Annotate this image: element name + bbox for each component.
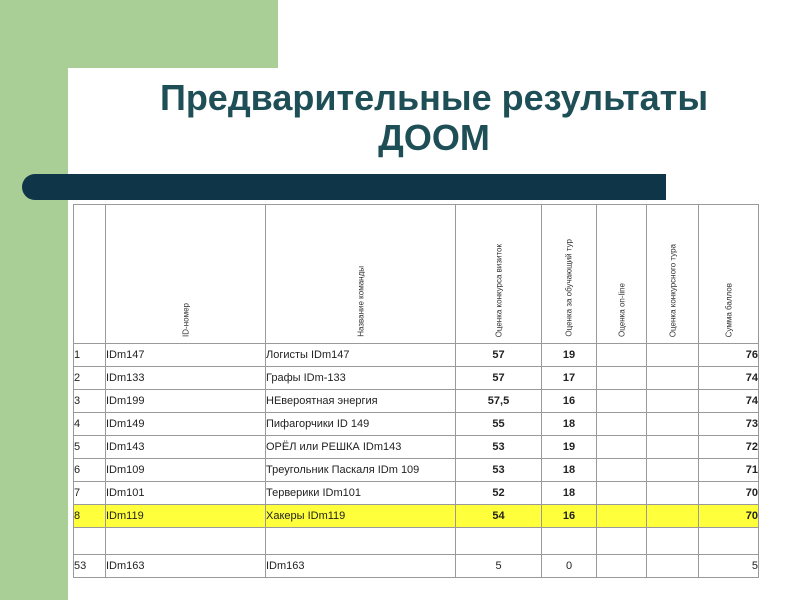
table-row xyxy=(74,367,759,390)
team-name: Хакеры IDm119 xyxy=(266,505,456,528)
header-label: Название команды xyxy=(356,266,365,337)
row-number: 53 xyxy=(74,555,106,578)
team-id: IDm133 xyxy=(106,367,266,390)
header-cell xyxy=(597,205,647,344)
header-label: Сумма баллов xyxy=(724,282,733,337)
team-name: IDm163 xyxy=(266,555,456,578)
team-id: IDm109 xyxy=(106,459,266,482)
header-cell xyxy=(699,205,759,344)
score-online xyxy=(597,459,647,482)
row-number: 7 xyxy=(74,482,106,505)
table-row xyxy=(74,390,759,413)
score-visit: 55 xyxy=(456,413,542,436)
slide-title xyxy=(68,78,800,158)
score-online xyxy=(597,555,647,578)
table-row xyxy=(74,459,759,482)
row-number: 1 xyxy=(74,344,106,367)
score-contest xyxy=(647,436,699,459)
score-total: 5 xyxy=(699,555,759,578)
left-green-band xyxy=(0,0,68,600)
score-online xyxy=(597,505,647,528)
title-divider-bar xyxy=(22,174,666,200)
header-row xyxy=(74,205,759,344)
score-total: 76 xyxy=(699,344,759,367)
score-contest xyxy=(647,413,699,436)
team-name: Логисты IDm147 xyxy=(266,344,456,367)
score-total: 74 xyxy=(699,367,759,390)
table-row xyxy=(74,482,759,505)
score-visit: 52 xyxy=(456,482,542,505)
score-training: 17 xyxy=(542,367,597,390)
score-visit: 57,5 xyxy=(456,390,542,413)
header-cell xyxy=(74,205,106,344)
empty-cell xyxy=(699,528,759,555)
header-label: Оценка за обучающий тур xyxy=(564,239,574,337)
table-row xyxy=(74,344,759,367)
score-training: 19 xyxy=(542,436,597,459)
team-name: Терверики IDm101 xyxy=(266,482,456,505)
score-contest xyxy=(647,505,699,528)
score-total: 74 xyxy=(699,390,759,413)
score-online xyxy=(597,390,647,413)
header-cell xyxy=(106,205,266,344)
header-label: Оценка конкурсного тура xyxy=(668,243,677,337)
team-id: IDm163 xyxy=(106,555,266,578)
score-visit: 53 xyxy=(456,459,542,482)
score-online xyxy=(597,482,647,505)
empty-cell xyxy=(74,528,106,555)
title-line-1: Предварительные результаты xyxy=(159,77,709,118)
empty-cell xyxy=(647,528,699,555)
top-green-block xyxy=(0,0,278,68)
score-contest xyxy=(647,459,699,482)
score-total: 70 xyxy=(699,482,759,505)
header-cell xyxy=(647,205,699,344)
score-contest xyxy=(647,555,699,578)
team-id: IDm143 xyxy=(106,436,266,459)
team-id: IDm199 xyxy=(106,390,266,413)
score-contest xyxy=(647,344,699,367)
header-label: Оценка конкурса визиток xyxy=(494,243,503,337)
team-id: IDm147 xyxy=(106,344,266,367)
score-training: 18 xyxy=(542,459,597,482)
empty-cell xyxy=(456,528,542,555)
score-online xyxy=(597,367,647,390)
score-contest xyxy=(647,390,699,413)
score-online xyxy=(597,413,647,436)
header-cell xyxy=(542,205,597,344)
team-name: Треугольник Паскаля IDm 109 xyxy=(266,459,456,482)
empty-cell xyxy=(542,528,597,555)
header-cell xyxy=(266,205,456,344)
score-training: 19 xyxy=(542,344,597,367)
table-row-highlighted xyxy=(74,505,759,528)
score-training: 18 xyxy=(542,413,597,436)
results-table xyxy=(73,204,759,578)
header-cell xyxy=(456,205,542,344)
score-training: 16 xyxy=(542,505,597,528)
table-row xyxy=(74,436,759,459)
team-name: Графы IDm-133 xyxy=(266,367,456,390)
row-number: 2 xyxy=(74,367,106,390)
score-total: 73 xyxy=(699,413,759,436)
score-total: 71 xyxy=(699,459,759,482)
score-total: 70 xyxy=(699,505,759,528)
empty-cell xyxy=(266,528,456,555)
score-visit: 57 xyxy=(456,344,542,367)
header-label: ID-номер xyxy=(181,303,190,337)
header-label: Оценка on-line xyxy=(617,283,626,337)
score-training: 0 xyxy=(542,555,597,578)
score-online xyxy=(597,436,647,459)
title-line-2: ДООМ xyxy=(378,117,490,158)
score-visit: 57 xyxy=(456,367,542,390)
row-number: 3 xyxy=(74,390,106,413)
team-id: IDm149 xyxy=(106,413,266,436)
score-visit: 5 xyxy=(456,555,542,578)
table-row xyxy=(74,413,759,436)
empty-cell xyxy=(106,528,266,555)
team-name: ОРЁЛ или РЕШКА IDm143 xyxy=(266,436,456,459)
team-name: Пифагорчики ID 149 xyxy=(266,413,456,436)
score-contest xyxy=(647,367,699,390)
team-id: IDm119 xyxy=(106,505,266,528)
empty-cell xyxy=(597,528,647,555)
row-number: 4 xyxy=(74,413,106,436)
row-number: 6 xyxy=(74,459,106,482)
score-training: 16 xyxy=(542,390,597,413)
team-id: IDm101 xyxy=(106,482,266,505)
score-visit: 54 xyxy=(456,505,542,528)
row-number: 5 xyxy=(74,436,106,459)
score-visit: 53 xyxy=(456,436,542,459)
score-online xyxy=(597,344,647,367)
score-contest xyxy=(647,482,699,505)
team-name: НЕвероятная энергия xyxy=(266,390,456,413)
score-total: 72 xyxy=(699,436,759,459)
row-number: 8 xyxy=(74,505,106,528)
score-training: 18 xyxy=(542,482,597,505)
table-row-empty xyxy=(74,528,759,555)
table-row xyxy=(74,555,759,578)
